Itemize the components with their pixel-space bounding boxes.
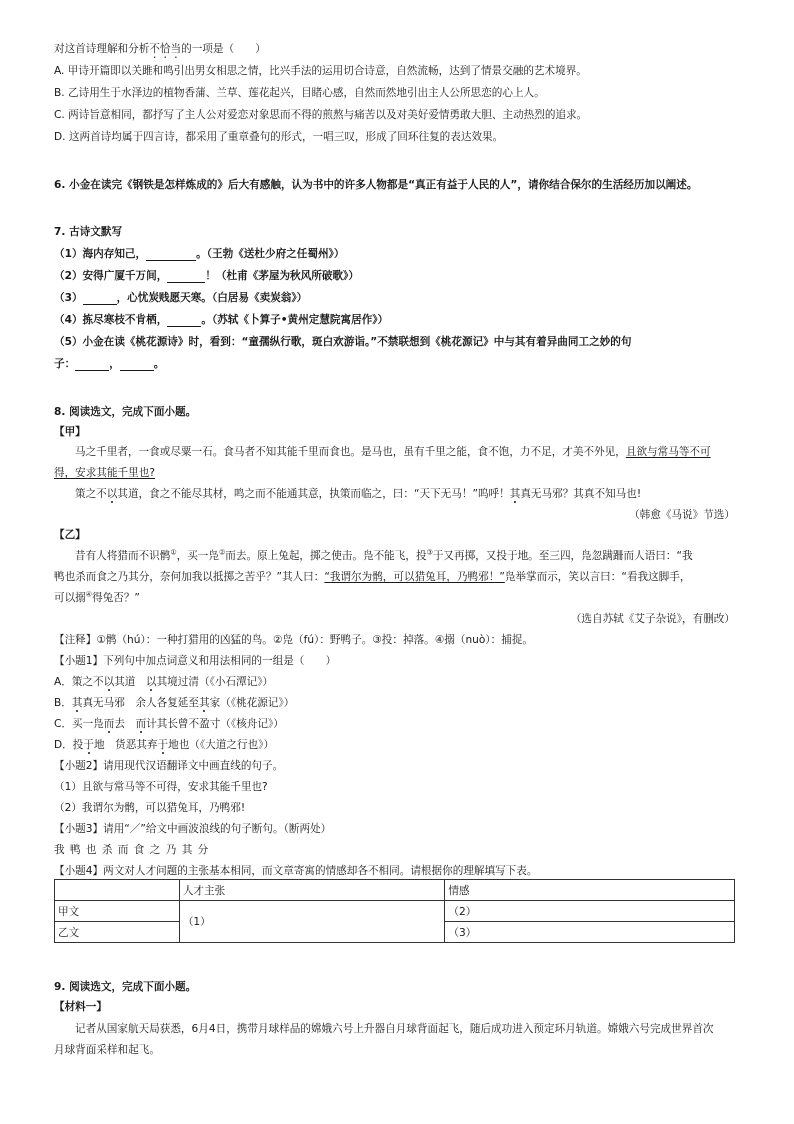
q7-line-6: 子： ， 。 (54, 358, 165, 370)
q7-line-4: （4）拣尽寒枝不肯栖， 。（苏轼《卜算子•黄州定慧院寓居作》） (54, 314, 389, 326)
q5-option-b: B. 乙诗用生于水泽边的植物香蒲、兰草、莲花起兴，目睹心感，自然而然地引出主人公所思恋的心上人。 (54, 87, 545, 99)
passage-b-source: （选自苏轼《艾子杂说》，有删改） (570, 613, 735, 625)
dotted-word: 于 (83, 739, 94, 751)
dotted-word: 其 (71, 697, 83, 709)
subq1-option-b: B．其真无马邪 余人各复延至其家（《桃花源记》） (54, 697, 295, 709)
table-cell-answer-2[interactable]: （2） (445, 901, 735, 922)
passage-b-line-3: 可以搦④得兔否？” (54, 590, 140, 604)
table-cell: 乙文 (55, 922, 180, 943)
dotted-word: 以 (103, 676, 115, 688)
dotted-word: 以 (146, 676, 157, 688)
subq3-stem: 【小题3】请用“／”给文中画波浪线的句子断句。（断两处） (54, 823, 332, 835)
q7-line-5: （5）小金在读《桃花源诗》时，看到：“童孺纵行歌，斑白欢游诣。”不禁联想到《桃花源记》中与其有着异曲同工之妙的句 (54, 336, 632, 348)
subq4-stem: 【小题4】两文对人才问题的主张基本相同，而文章寄寓的情感却各不相同。请根据你的理解填写下表。 (54, 865, 538, 877)
answer-blank[interactable] (167, 271, 205, 283)
dotted-word: 而 (103, 718, 115, 730)
q5-stem: 对这首诗理解和分析不恰当的一项是（ ） (54, 43, 266, 55)
table-cell-answer-1[interactable]: （1） (179, 901, 445, 943)
q7-line-3: （3） ，心忧炭贱愿天寒。（白居易《卖炭翁》） (54, 292, 308, 304)
passage-b-label: 【乙】 (54, 529, 86, 541)
answer-blank[interactable] (120, 359, 154, 371)
passage-a-label: 【甲】 (54, 426, 86, 438)
q7-line-1: （1）海内存知己， 。（王勃《送杜少府之任蜀州》） (54, 248, 345, 260)
passage-b-line-1: 昔有人将猎而不识鹘①，买一凫②而去。原上兔起，掷之使击。凫不能飞，投③于又再掷，又投于地。至三四，凫忽蹒跚而人语曰：“我 (75, 548, 693, 562)
answer-blank[interactable] (146, 249, 196, 261)
subq1-option-a: A．策之不以其道 以其境过清（《小石潭记》） (54, 676, 274, 688)
passage-a-line-1: 马之千里者，一食或尽粟一石。食马者不知其能千里而食也。是马也，虽有千里之能，食不饱，力不足，才美不外见，且欲与常马等不可 (75, 446, 711, 458)
dotted-word: 其 (509, 488, 521, 500)
q9-title: 9. 阅读选文，完成下面小题。 (54, 981, 197, 993)
answer-blank[interactable] (75, 359, 109, 371)
answer-blank[interactable] (83, 293, 117, 305)
table-row (55, 901, 735, 922)
material-1-line-1: 记者从国家航天局获悉，6月4日，携带月球样品的嫦娥六号上升器自月球背面起飞，随后成功进入预定环月轨道。嫦娥六号完成世界首次 (75, 1023, 714, 1035)
subq2-stem: 【小题2】请用现代汉语翻译文中画直线的句子。 (54, 760, 284, 772)
table-row (55, 880, 735, 901)
dotted-word: 其 (199, 697, 210, 709)
passage-a-line-3: 策之不以其道，食之不能尽其材，鸣之而不能通其意，执策而临之，曰：“天下无马！”呜呼！其真无马邪？其真不知马也! (75, 488, 642, 500)
dotted-word: 于 (157, 739, 169, 751)
q5-option-a: A. 甲诗开篇即以关雎和鸣引出男女相思之情，比兴手法的运用切合诗意，自然流畅，达到了情景交融的艺术境界。 (54, 65, 587, 77)
q5-option-d: D. 这两首诗均属于四言诗，都采用了重章叠句的形式，一唱三叹，形成了回环往复的表达效果。 (54, 131, 504, 143)
table-cell-answer-3[interactable]: （3） (445, 922, 735, 943)
passage-a-source: （韩愈《马说》节选） (629, 509, 735, 521)
subq2-item-2: （2）我谓尔为鹘，可以猎兔耳，乃鸭邪! (54, 802, 246, 814)
q7-line-2: （2）安得广厦千万间， ！（杜甫《茅屋为秋风所破歌》） (54, 270, 359, 282)
underlined-sentence: 得，安求其能千里也? (54, 467, 155, 479)
dotted-word: 以 (106, 488, 118, 500)
answer-table (54, 879, 735, 943)
underlined-sentence: 且欲与常马等不可 (625, 446, 711, 458)
q8-title: 8. 阅读选文，完成下面小题。 (54, 406, 197, 418)
passage-b-line-2: 鸭也杀而食之乃其分，奈何加我以抵掷之苦乎？”其人曰：“我谓尔为鹘，可以猎兔耳，乃鸭邪！”凫举掌而示，笑以言曰：“看我这脚手， (54, 571, 691, 583)
subq1-option-c: C．买一凫而去 而计其长曾不盈寸（《核舟记》） (54, 718, 284, 730)
subq2-item-1: （1）且欲与常马等不可得，安求其能千里也? (54, 781, 268, 793)
answer-blank[interactable] (167, 315, 201, 327)
material-1-line-2: 月球背面采样和起飞。 (54, 1044, 160, 1056)
dotted-word: 而 (135, 718, 147, 730)
subq3-sentence: 我 鸭 也 杀 而 食 之 乃 其 分 (54, 844, 210, 856)
table-header-cell (55, 880, 180, 901)
q5-emphasis: 不恰当 (149, 43, 182, 55)
q5-option-c: C. 两诗旨意相同，都抒写了主人公对爱恋对象思而不得的煎熬与痛苦以及对美好爱情勇敢大胆、主动热烈的追求。 (54, 109, 588, 121)
table-header-cell: 人才主张 (179, 880, 445, 901)
subq1-stem: 【小题1】下列句中加点词意义和用法相同的一组是（ ） (54, 655, 337, 667)
underlined-sentence: “我谓尔为鹘，可以猎兔耳，乃鸭邪！” (324, 571, 505, 583)
q7-title: 7. 古诗文默写 (54, 226, 123, 238)
passage-a-line-2 (54, 466, 155, 480)
material-1-label: 【材料一】 (54, 1001, 107, 1013)
q6-text: 6. 小金在读完《钢铁是怎样炼成的》后大有感触，认为书中的许多人物都是“真正有益于人民的人”，请你结合保尔的生活经历加以阐述。 (54, 179, 698, 191)
table-header-cell: 情感 (445, 880, 735, 901)
subq1-option-d: D．投于地 货恶其弃于地也（《大道之行也》） (54, 739, 275, 751)
annotation: 【注释】①鹘（hú）：一种打猎用的凶猛的鸟。②凫（fú）：野鸭子。③投：掉落。④搦（nuò）：捕捉。 (54, 634, 534, 646)
table-cell: 甲文 (55, 901, 180, 922)
